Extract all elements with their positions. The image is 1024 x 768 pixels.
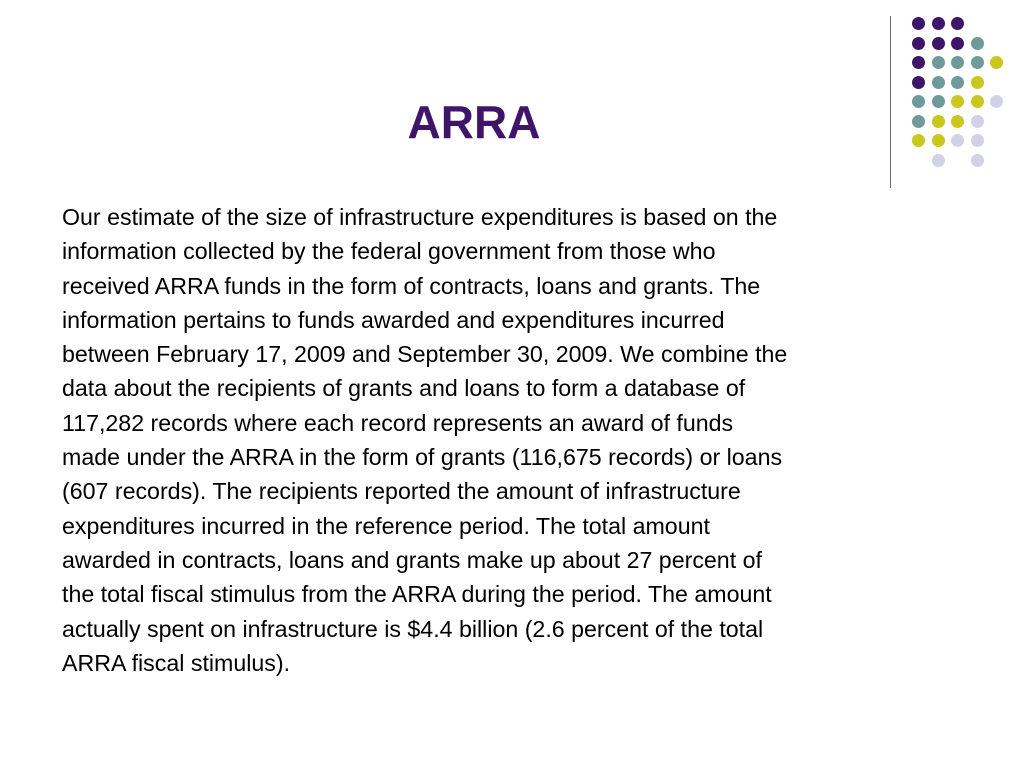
body-line: received ARRA funds in the form of contracts, loans and grants. The [62, 272, 761, 299]
decorative-dot [971, 37, 984, 50]
decorative-dot [932, 56, 945, 69]
decorative-dot [971, 95, 984, 108]
decorative-dot [971, 134, 984, 147]
decorative-dot [932, 37, 945, 50]
decorative-dot [990, 56, 1003, 69]
decorative-dot [912, 56, 925, 69]
body-line: actually spent on infrastructure is $4.4 billion (2.6 percent of the total [62, 615, 764, 642]
decorative-dot [990, 95, 1003, 108]
decorative-dot [951, 76, 964, 89]
decorative-dot [932, 76, 945, 89]
decorative-dot [912, 37, 925, 50]
body-line: awarded in contracts, loans and grants make up about 27 percent of [62, 546, 762, 573]
decorative-dot [971, 154, 984, 167]
decorative-dot [912, 76, 925, 89]
decorative-dot [932, 17, 945, 30]
decorative-dot [951, 17, 964, 30]
body-line: Our estimate of the size of infrastructure expenditures is based on the [62, 204, 778, 230]
decorative-dot [971, 76, 984, 89]
decorative-dot [932, 154, 945, 167]
slide-body-text [62, 200, 962, 680]
body-line: ARRA fiscal stimulus). [62, 649, 291, 676]
body-line: data about the recipients of grants and loans to form a database of [62, 375, 746, 402]
decorative-dot [951, 56, 964, 69]
body-line: expenditures incurred in the reference period. The total amount [62, 512, 710, 539]
decorative-dot [912, 17, 925, 30]
decorative-dot [971, 56, 984, 69]
body-line: between February 17, 2009 and September 30, 2009. We combine the [62, 341, 788, 368]
decorative-dot [951, 134, 964, 147]
body-line: 117,282 records where each record represents an award of funds [62, 409, 734, 436]
decorative-dot [951, 37, 964, 50]
decorative-dot [951, 95, 964, 108]
body-line: (607 records). The recipients reported the amount of infrastructure [62, 478, 741, 505]
slide-title: ARRA [407, 96, 541, 148]
decorative-dot [951, 115, 964, 128]
decorative-dot [971, 115, 984, 128]
body-line: information collected by the federal government from those who [62, 238, 716, 265]
body-line: information pertains to funds awarded and expenditures incurred [62, 306, 725, 333]
body-line: the total fiscal stimulus from the ARRA during the period. The amount [62, 581, 772, 608]
body-line: made under the ARRA in the form of grants (116,675 records) or loans [62, 444, 783, 471]
